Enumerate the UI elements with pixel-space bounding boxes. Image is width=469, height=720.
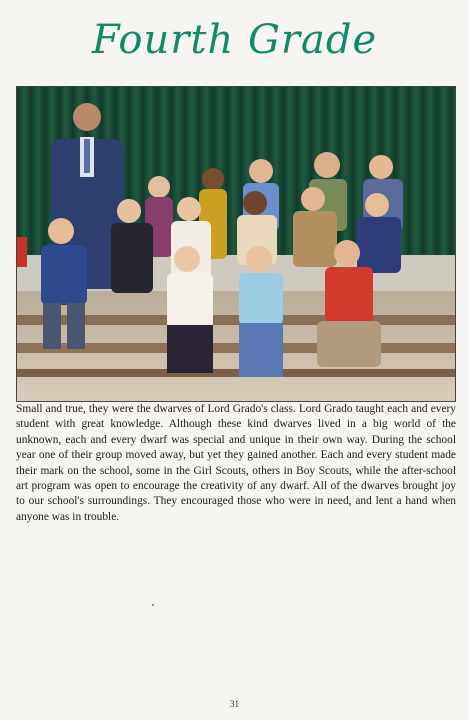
page-number: 31 [230, 699, 239, 709]
page-title: Fourth Grade [91, 17, 378, 63]
class-photo [16, 86, 456, 402]
photo-caption: Small and true, they were the dwarves of Lord Grado's class. Lord Grado taught each and every student with great knowledge. Although these kind dwarves lived in a big world of the unknown, each and every dwarf was special and unique in their own way. During the school year one of their group moved away, but yet they gained another. Each and every student made their mark on the school, some in the Girl Scouts, others in Boy Scouts, while the after-school art program was open to encourage the creativity of any dwarf. All of the dwarves brought joy to our school's surroundings. They encouraged those who were in need, and lent a hand when anyone was in trouble. [16, 403, 456, 523]
print-speck [152, 604, 154, 606]
